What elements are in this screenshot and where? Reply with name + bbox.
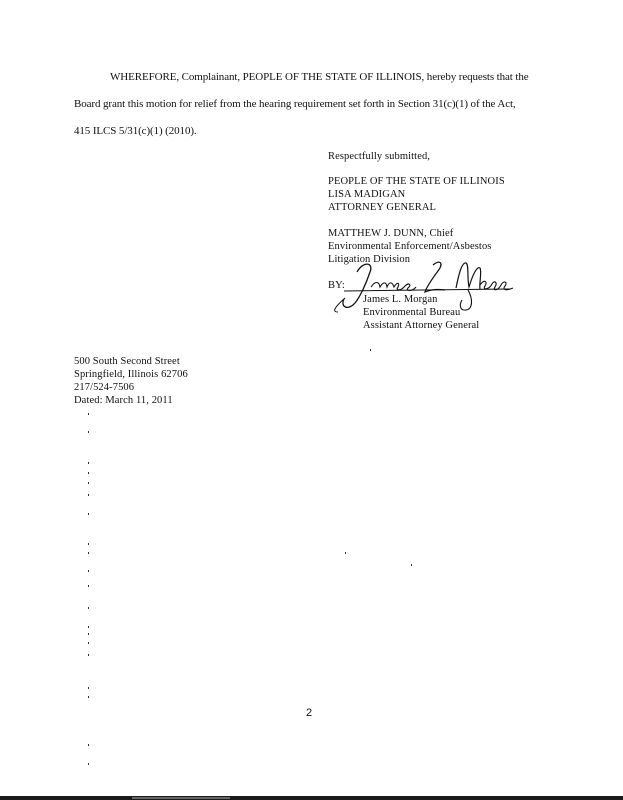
scan-speck: [411, 564, 412, 566]
scan-speck: [88, 552, 89, 554]
address-line-4: Dated: March 11, 2011: [74, 395, 173, 406]
signer-line-1: James L. Morgan: [363, 294, 438, 305]
scan-speck: [88, 462, 89, 464]
address-line-3: 217/524-7506: [74, 382, 135, 393]
scan-speck: [88, 472, 89, 474]
bottom-border-scan-rule: [0, 796, 623, 800]
scan-speck: [88, 482, 89, 484]
signer-line-3: Assistant Attorney General: [363, 320, 480, 331]
division-line-3: Litigation Division: [328, 254, 411, 265]
address-line-2: Springfield, Illinois 62706: [74, 369, 188, 380]
paragraph-line-1: WHEREFORE, Complainant, PEOPLE OF THE STATE OF ILLINOIS, hereby requests that the: [110, 71, 529, 83]
page-number: 2: [306, 707, 313, 719]
attorney-line-2: LISA MADIGAN: [328, 189, 406, 200]
bottom-border-gap: [132, 797, 230, 799]
closing-line: Respectfully submitted,: [328, 151, 431, 162]
scan-speck: [88, 494, 89, 496]
scan-speck: [88, 763, 89, 765]
attorney-line-1: PEOPLE OF THE STATE OF ILLINOIS: [328, 176, 505, 187]
signer-line-2: Environmental Bureau: [363, 307, 461, 318]
scan-speck: [88, 633, 89, 635]
scan-speck: [88, 607, 89, 609]
paragraph-line-2: Board grant this motion for relief from the hearing requirement set forth in Section 31(c)(1) of the Act,: [74, 98, 516, 110]
scan-speck: [88, 585, 89, 587]
scan-speck: [88, 513, 89, 515]
scan-speck: [88, 626, 89, 628]
scan-speck: [88, 654, 89, 656]
attorney-line-3: ATTORNEY GENERAL: [328, 202, 437, 213]
scan-speck: [88, 431, 89, 433]
address-line-1: 500 South Second Street: [74, 356, 180, 367]
scan-speck: [88, 744, 89, 746]
by-label: BY:: [328, 280, 345, 291]
scan-speck: [88, 687, 89, 689]
scan-speck: [345, 552, 346, 554]
scan-speck: [88, 642, 89, 644]
division-line-2: Environmental Enforcement/Asbestos: [328, 241, 492, 252]
scan-speck: [88, 570, 89, 572]
scan-speck: [88, 413, 89, 415]
division-line-1: MATTHEW J. DUNN, Chief: [328, 228, 454, 239]
scan-speck: [370, 349, 371, 351]
scan-speck: [88, 543, 89, 545]
scan-speck: [88, 696, 89, 698]
paragraph-line-3: 415 ILCS 5/31(c)(1) (2010).: [74, 125, 197, 137]
